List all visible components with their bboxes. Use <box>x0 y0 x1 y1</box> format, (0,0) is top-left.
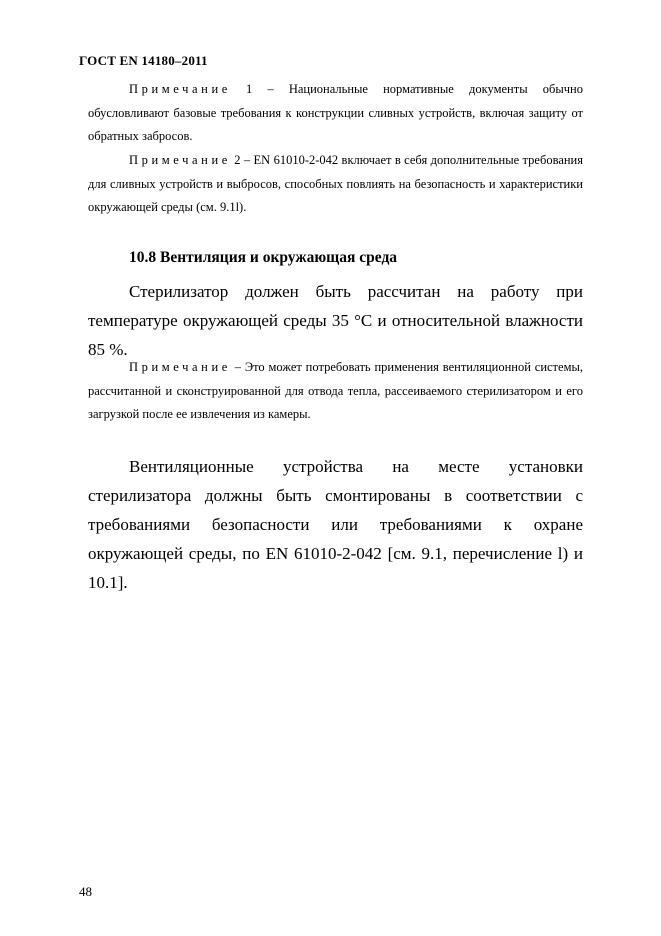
note-1 <box>88 78 583 149</box>
note-1-text: 1 – Национальные нормативные документы обычно обусловливают базовые требования к конструкции сливных устройств, включая защиту от обратных забросов. <box>88 82 583 143</box>
section-heading: 10.8 Вентиляция и окружающая среда <box>129 249 398 266</box>
note-1-label: Примечание <box>129 82 231 96</box>
paragraph-2: Вентиляционные устройства на месте установки стерилизатора должны быть смонтированы в соответствии с требованиями безопасности или требованиями к охране окружающей среды, по EN 61010-2-042 [см. 9.1, перечисление l) и 10.1]. <box>88 457 583 592</box>
note-3 <box>88 356 583 427</box>
note-3-text: – Это может потребовать применения вентиляционной системы, рассчитанной и сконструированной для отвода тепла, рассеиваемого стерилизатором и его загрузкой после ее извлечения из камеры. <box>88 360 583 421</box>
document-header: ГОСТ EN 14180–2011 <box>79 53 208 68</box>
note-2-label: Примечание <box>129 153 231 167</box>
note-2-text: 2 – EN 61010-2-042 включает в себя дополнительные требования для сливных устройств и выбросов, способных повлиять на безопасность и характеристики окружающей среды (см. 9.1l). <box>88 153 583 214</box>
note-2 <box>88 149 583 220</box>
page-number: 48 <box>79 884 92 899</box>
paragraph-1: Стерилизатор должен быть рассчитан на работу при температуре окружающей среды 35 °С и относительной влажности 85 %. <box>88 282 583 359</box>
note-3-label: Примечание <box>129 360 231 374</box>
